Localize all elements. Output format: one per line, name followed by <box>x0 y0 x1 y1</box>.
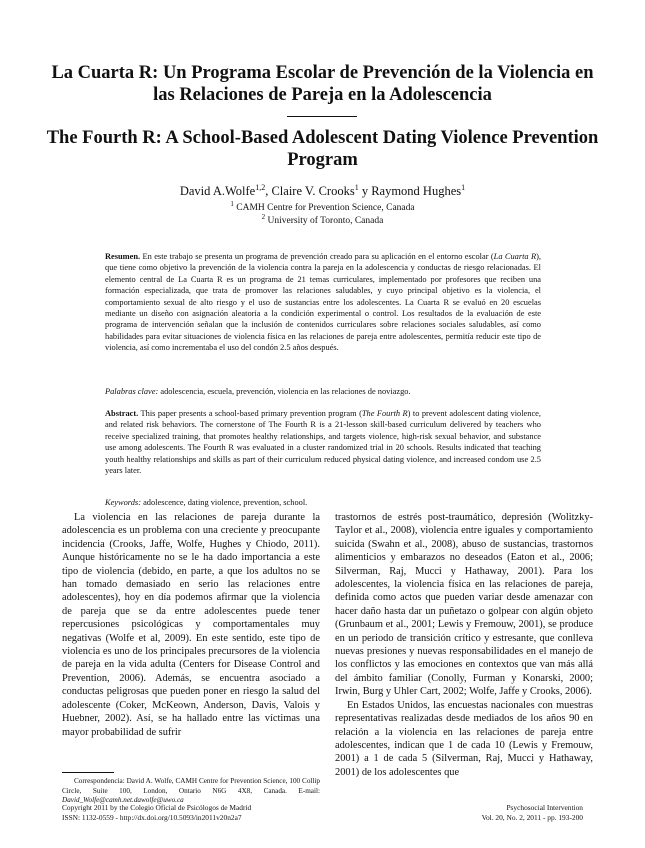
keywords-english <box>105 497 541 508</box>
body-paragraph: La violencia en las relaciones de pareja durante la adolescencia es un problema con una creciente y preocupante incidencia (Crooks, Jaffe, Wolfe, Hughes y Chiodo, 2011). Aunque históricamente no se le ha dado importancia a este tipo de violencia (debido, en parte, a que los adultos no se han tomado demasiado en serio las relaciones entre adolescentes), hoy en día podemos afirmar que la violencia de pareja que se da entre adolescentes puede tener repercusiones psicológicas y comportamentales muy negativas (Wolfe et al, 2009). En este sentido, este tipo de violencia es uno de los principales precursores de la violencia de pareja en la vida adulta (Centers for Disease Control and Prevention, 2006). Además, se encuentra asociado a conductas peligrosas que pueden poner en riesgo la salud del adolescente (Coker, McKeown, Anderson, Davis, Valois y Huebner, 2002). Así, se ha hallado entre las víctimas una mayor probabilidad de sufrir <box>62 512 320 738</box>
journal-volume: Vol. 20, No. 2, 2011 - pp. 193-200 <box>481 812 583 822</box>
author-affiliation-mark: 1,2 <box>255 183 266 192</box>
affiliation-number: 1 <box>230 200 234 208</box>
affiliation-text: CAMH Centre for Prevention Science, Canada <box>236 203 415 214</box>
abstract-text: ), que tiene como objetivo la prevención de la violencia contra la pareja en la adolescencia y conductas de riesgo relacionadas. El elemento central de La Cuarta R es un programa de 21 temas curriculares, implementado por profesores que reciben una formación especializada, que trata de promover las relaciones saludables, y cuyo principal objetivo es la violencia, el comportamiento sexual de alto riesgo y el uso de sustancias entre los adolescentes. La Cuarta R se evaluó en 20 escuelas mediante un diseño con asignación aleatoria a la condición experimental o control. Los resultados de la evaluación de este programa de intervención señalan que la inclusión de contenidos curriculares sobre relaciones sociales saludables, así como habilidades para evitar situaciones de violencia física en las relaciones de pareja entre adolescentes, permitía reducir este tipo de violencia, así como incrementaba el uso del condón 2.5 años después. <box>105 252 542 353</box>
footer-journal <box>482 803 583 822</box>
correspondence-footnote <box>62 777 320 806</box>
abstract-program-name: The Fourth R <box>361 409 408 418</box>
author-name: David A.Wolfe <box>179 184 256 199</box>
abstract-spanish <box>105 251 541 354</box>
abstract-english <box>105 408 541 476</box>
footer-copyright <box>62 803 251 822</box>
affiliation-number: 2 <box>261 213 266 221</box>
author-separator: y <box>358 184 372 199</box>
author-name: Raymond Hughes <box>371 184 462 199</box>
authors-line <box>0 180 645 199</box>
body-paragraph: En Estados Unidos, las encuestas nacionales con muestras representativas realizadas desde mediados de los años 90 en relación a la violencia en las relaciones de pareja entre adolescentes, indican que 1 de cada 10 (Lewis y Fremouw, 2001) a 1 de cada 5 (Silverman, Raj, Mucci y Hathaway, 2001) de los adolescentes que <box>335 699 593 778</box>
title-spanish: La Cuarta R: Un Programa Escolar de Prevención de la Violencia en las Relaciones de Pareja en la Adolescencia <box>51 63 594 105</box>
footnote-email: David_Wolfe@camh.net.dawolfe@uwo.ca <box>62 796 184 805</box>
abstract-text: This paper presents a school-based primary prevention program ( <box>140 409 362 418</box>
body-column-left <box>62 511 320 739</box>
journal-name: Psychosocial Intervention <box>506 803 583 812</box>
title-divider <box>287 116 357 117</box>
author-separator: , <box>265 184 272 199</box>
footnote-text: Correspondencia: David A. Wolfe, CAMH Centre for Prevention Science, 100 Collip Circle, Suite 100, London, Ontario N6G 4X8, Canada. E-mail: <box>62 777 320 795</box>
issn-doi-line: ISSN: 1132-0559 - http://dx.doi.org/10.5093/in2011v20n2a7 <box>62 812 242 822</box>
affiliation <box>0 211 645 227</box>
abstract-label: Resumen. <box>105 252 141 261</box>
abstract-label: Abstract. <box>105 409 139 418</box>
author-name: Claire V. Crooks <box>271 184 355 199</box>
keywords-text: adolescence, dating violence, prevention, school. <box>143 498 308 507</box>
keywords-label: Palabras clave: <box>105 387 159 396</box>
title-english: The Fourth R: A School-Based Adolescent Dating Violence Prevention Program <box>46 128 599 170</box>
abstract-program-name: La Cuarta R <box>493 252 537 261</box>
keywords-label: Keywords: <box>105 498 141 507</box>
abstract-text: ) to prevent adolescent dating violence, and related risk behaviors. The cornerstone of The Fourth R is a 21-lesson skill-based curriculum delivered by teachers who receive specialized training, that promotes healthy relationships, and targets violence, high-risk sexual behavior, and substance use among adolescents. The Fourth R was evaluated in a cluster randomized trial in 20 schools. Results indicated that teaching youth healthy relationships and skills as part of their curriculum reduced physical dating violence, and increased condom use 2.5 years later. <box>105 409 541 476</box>
author-affiliation-mark: 1 <box>354 183 359 192</box>
body-column-right <box>335 511 593 779</box>
author-affiliation-mark: 1 <box>461 183 466 192</box>
keywords-spanish <box>105 386 541 397</box>
footnote-divider <box>62 772 114 773</box>
affiliation-text: University of Toronto, Canada <box>267 216 384 227</box>
abstract-text: En este trabajo se presenta un programa de prevención creado para su aplicación en el entorno escolar ( <box>142 252 494 261</box>
body-paragraph: trastornos de estrés post-traumático, depresión (Wolitzky-Taylor et al., 2008), violencia entre iguales y comportamiento suicida (Swahn et al., 2008), abuso de sustancias, trastornos alimenticios y embarazos no deseados (Eaton et al., 2006; Silverman, Raj, Mucci y Hathaway, 2001). Para los adolescentes, la violencia física en las relaciones de pareja, definida como actos que pueden variar desde amenazar con hacer daño hasta dar un puñetazo o golpear con algún objeto (Grunbaum et al., 2001; Lewis y Fremouw, 2001), se produce en un periodo de transición crítico y estresante, que conlleva nuevas presiones y nuevas responsabilidades en el manejo de los conflictos y las emociones en contextos que van más allá del ámbito familiar (Conolly, Furman y Konarski, 2000; Irwin, Burg y Uhler Cart, 2002; Wolfe, Jaffe y Crooks, 2006). <box>335 512 593 698</box>
keywords-text: adolescencia, escuela, prevención, violencia en las relaciones de noviazgo. <box>160 387 411 396</box>
copyright-line: Copyright 2011 by the Colegio Oficial de Psicólogos de Madrid <box>62 803 252 812</box>
